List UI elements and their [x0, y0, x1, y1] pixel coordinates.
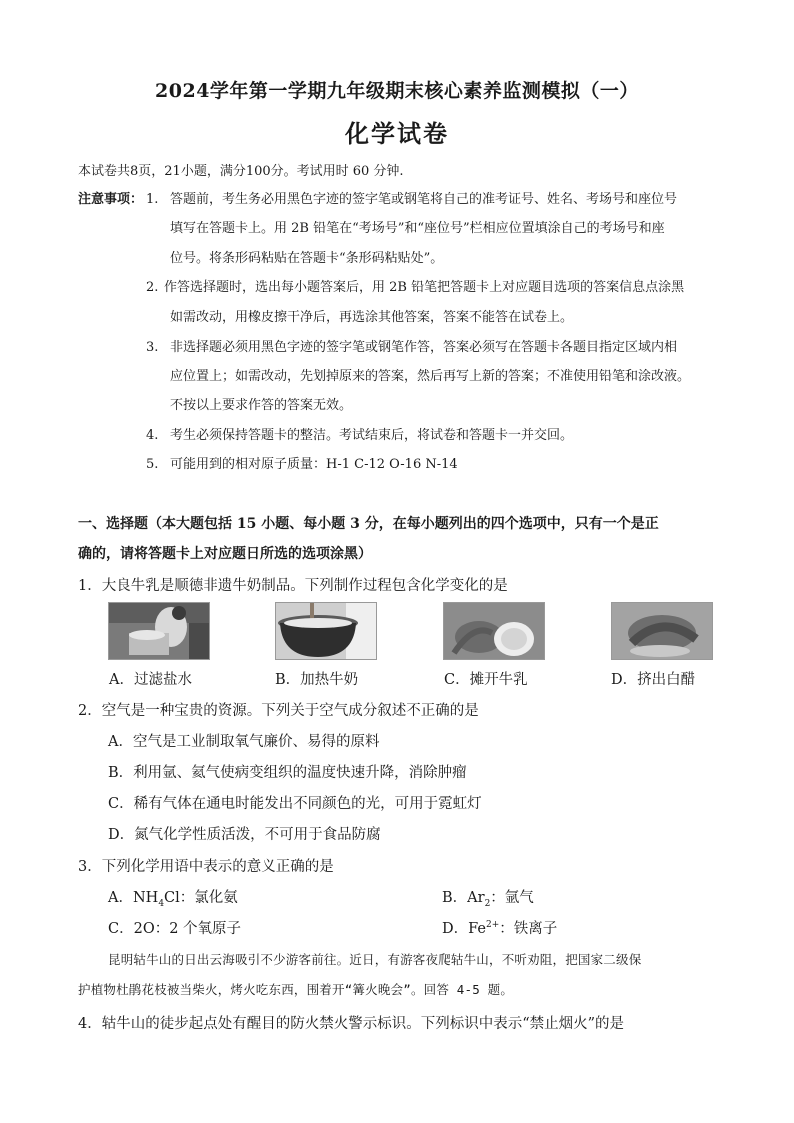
photo-heating-milk [275, 602, 377, 660]
note-3-line-3: 不按以上要求作答的答案无效。 [170, 398, 353, 413]
question-1-option-d: D．挤出白醋 [611, 672, 696, 688]
notes-label: 注意事项： [78, 192, 144, 207]
note-5-number: 5. [146, 457, 159, 472]
section-1-heading-line-2: 确的，请将答题卡上对应题日所选的选项涂黑） [78, 546, 372, 562]
note-1-line-1: 答题前，考生务必用黑色字迹的签字笔或钢笔将自己的准考证号、姓名、考场号和座位号 [170, 192, 678, 207]
passage-line-1: 昆明轱牛山的日出云海吸引不少游客前往。近日，有游客夜爬轱牛山，不听劝阻，把国家二级保 [108, 952, 642, 967]
question-3-option-d: D．$Fe^{2+}$：铁离子 [442, 920, 558, 937]
question-2-option-a: A．空气是工业制取氧气廉价、易得的原料 [108, 734, 380, 750]
question-2-option-b: B．利用氩、氦气使病变组织的温度快速升降，消除肿瘤 [108, 765, 467, 781]
photo-spreading-curd [443, 602, 545, 660]
note-2-line-2: 如需改动，用橡皮擦干净后，再选涂其他答案，答案不能答在试卷上。 [170, 310, 574, 325]
question-4-stem: 4．轱牛山的徒步起点处有醒目的防火禁火警示标识。下列标识中表示“禁止烟火”的是 [78, 1016, 625, 1032]
note-4-line-1: 考生必须保持答题卡的整洁。考试结束后，将试卷和答题卡一并交回。 [170, 428, 574, 443]
note-3-number: 3. [146, 340, 159, 355]
note-5-line-1: 可能用到的相对原子质量：H-1 C-12 O-16 N-14 [170, 457, 458, 472]
exam-subject: 化学试卷 [345, 119, 449, 148]
section-1-heading-line-1: 一、选择题（本大题包括 15 小题、每小题 3 分，在每小题列出的四个选项中，只有一个是正 [78, 516, 659, 532]
question-3-option-c: C．2O：2 个氧原子 [108, 921, 242, 937]
note-2-number: 2. [146, 280, 159, 295]
question-1-stem: 1．大良牛乳是顺德非遗牛奶制品。下列制作过程包含化学变化的是 [78, 578, 508, 594]
note-1-line-2: 填写在答题卡上。用 2B 铅笔在“考场号”和“座位号”栏相应位置填涂自己的考场号和座 [170, 221, 665, 236]
note-2-line-1: 作答选择题时，选出每小题答案后，用 2B 铅笔把答题卡上对应题目选项的答案信息点涂黑 [164, 280, 685, 295]
question-3-option-a: A．$NH_4Cl$：氯化氨 [108, 890, 238, 909]
question-1-option-a: A．过滤盐水 [109, 672, 192, 688]
question-1-option-c: C．摊开牛乳 [444, 672, 528, 688]
exam-title: 2024学年第一学期九年级期末核心素养监测模拟（一） [155, 80, 639, 102]
note-4-number: 4. [146, 428, 159, 443]
question-3-stem: 3．下列化学用语中表示的意义正确的是 [78, 859, 334, 875]
photo-squeezing-vinegar [611, 602, 713, 660]
note-1-line-3: 位号。将条形码粘贴在答题卡“条形码粘贴处”。 [170, 251, 444, 266]
exam-intro: 本试卷共8页，21小题，满分100分。考试用时 60 分钟. [78, 164, 404, 179]
note-1-number: 1. [146, 192, 159, 207]
passage-line-2: 护植物杜鹃花枝被当柴火，烤火吃东西，围着开“篝火晚会”。回答 4-5 题。 [78, 982, 514, 997]
photo-filtering-brine [108, 602, 210, 660]
question-2-stem: 2．空气是一种宝贵的资源。下列关于空气成分叙述不正确的是 [78, 703, 479, 719]
note-3-line-2: 应位置上；如需改动，先划掉原来的答案，然后再写上新的答案；不准使用铅笔和涂改液。 [170, 369, 691, 384]
question-2-option-c: C．稀有气体在通电时能发出不同颜色的光，可用于霓虹灯 [108, 796, 482, 812]
question-2-option-d: D．氮气化学性质活泼，不可用于食品防腐 [108, 827, 381, 843]
question-3-option-b: B．$Ar_2$：氩气 [442, 890, 534, 909]
question-1-option-b: B．加热牛奶 [275, 672, 359, 688]
note-3-line-1: 非选择题必须用黑色字迹的签字笔或钢笔作答，答案必须写在答题卡各题目指定区域内相 [170, 340, 678, 355]
